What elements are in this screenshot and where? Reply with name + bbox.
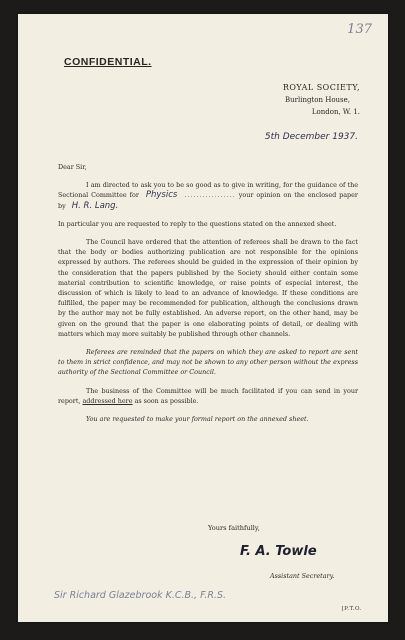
folio-number: 137 xyxy=(347,22,372,37)
paragraph-request xyxy=(58,180,358,211)
signature: F. A. Towle xyxy=(240,544,317,559)
address-line-2: London, W. 1. xyxy=(311,108,360,116)
handwritten-date: 5th December 1937. xyxy=(264,132,358,142)
business-text-b: as soon as possible. xyxy=(134,396,199,405)
paragraph-confidence: Referees are reminded that the papers on which they are asked to report are sent to them in strict confidence, and may not be shown to any other person without the express authority of the Sectional Committee or Council. xyxy=(58,348,358,377)
closing: Yours faithfully, xyxy=(208,524,260,532)
paragraph-business xyxy=(58,386,358,406)
addressed-here: addressed here xyxy=(82,396,133,405)
letterhead-address xyxy=(220,82,360,118)
address-line-1: Burlington House, xyxy=(284,96,350,104)
paragraph-formal-report: You are requested to make your formal report on the annexed sheet. xyxy=(86,415,309,424)
committee-name: Physics xyxy=(145,190,178,201)
request-text-a: I am directed to ask you to be so good as to give in writing, for the guidance of the Sectional Committee for xyxy=(58,181,358,200)
paragraph-questions: In particular you are requested to reply to the questions stated on the annexed sheet. xyxy=(58,219,337,228)
signatory-title: Assistant Secretary. xyxy=(270,572,335,580)
paragraph-council: The Council have ordered that the attention of referees shall be drawn to the fact that the body or bodies authorizing publication are not responsible for the opinions expressed by authors. The referees should be guided in the expression of their opinion by the consideration that the papers published by the Society should either contain some material contribution to scientific knowledge, or raise points of especial interest, the discussion of which is likely to lead to an advance of knowledge. If these conditions are fulfilled, the paper may be recommended for publication, although the conclusions drawn by the author may not be fully established. An adverse report, on the other hand, may be given on the ground that the paper is one elaborating points of detail, or dealing with matters which may more suitably be published through other channels. xyxy=(58,238,358,338)
fill-dots: ................. xyxy=(184,191,236,200)
letter-body xyxy=(58,162,358,432)
salutation: Dear Sir, xyxy=(58,163,87,171)
org-name: ROYAL SOCIETY, xyxy=(282,83,360,92)
paper-author: H. R. Lang. xyxy=(71,200,119,211)
request-text-b: your opinion on the enclosed paper by xyxy=(58,191,358,210)
pto-mark: [P.T.O. xyxy=(341,606,362,612)
letter-sheet xyxy=(18,14,388,622)
confidential-heading: CONFIDENTIAL. xyxy=(64,56,152,68)
recipient-pencil-note: Sir Richard Glazebrook K.C.B., F.R.S. xyxy=(54,590,227,601)
business-text-a: The business of the Committee will be much facilitated if you can send in your report, xyxy=(58,386,358,405)
